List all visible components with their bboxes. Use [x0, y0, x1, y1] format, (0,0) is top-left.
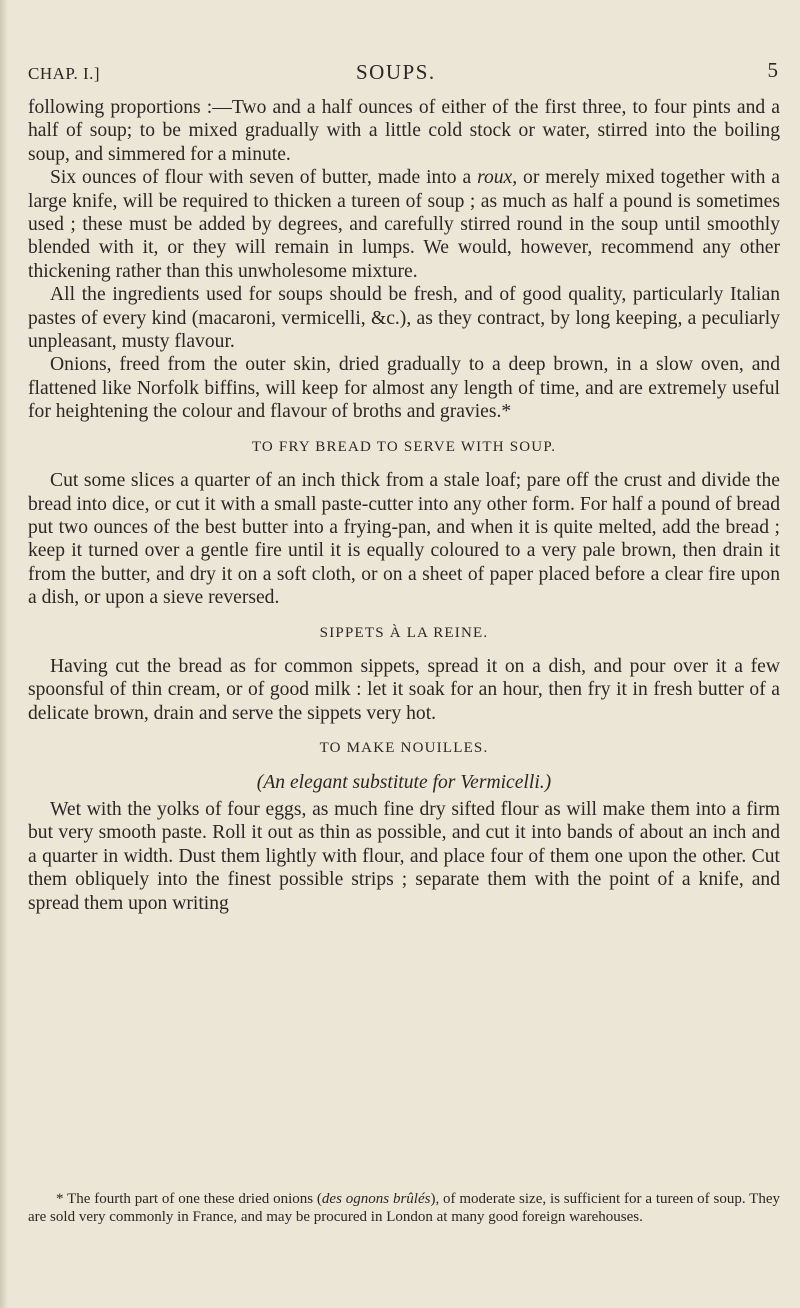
paragraph-fry-bread: Cut some slices a quarter of an inch thick from a stale loaf; pare off the crust and divide the bread into dice, or cut it with a small paste-cutter into any other form. For half a pound of bread put two ounces of the best butter into a frying-pan, and when it is quite melted, add the bread ; keep it turned over a gentle fire until it is equally coloured to a very pale brown, then drain it from the butter, and dry it on a soft cloth, or on a sheet of paper placed before a clear fire upon a dish, or upon a sieve reversed.	[28, 470, 780, 609]
heading-fry-bread: TO FRY BREAD TO SERVE WITH SOUP.	[251, 438, 557, 455]
footnote-italic: des ognons brûlés	[321, 1191, 431, 1207]
footnote-text-a: * The fourth part of one these dried onions (	[56, 1191, 322, 1207]
running-title: SOUPS.	[356, 60, 436, 84]
chapter-label: CHAP. I.]	[28, 64, 101, 83]
paragraph-proportions: following proportions :—Two and a half ounces of either of the first three, to four pints and a half of soup; to be mixed gradually with a little cold stock or water, stirred into the boiling soup, and simmered for a minute.	[28, 97, 780, 165]
paragraph-sippets: Having cut the bread as for common sippets, spread it on a dish, and pour over it a few spoonsful of thin cream, or of good milk : let it soak for an hour, then fry it in fresh butter of a delicate brown, drain and serve the sippets very hot.	[28, 655, 780, 724]
paragraph-nouilles: Wet with the yolks of four eggs, as much fine dry sifted flour as will make them into a firm but very smooth paste. Roll it out as thin as possible, and cut it into bands of about an inch and a quarter in width. Dust them lightly with flour, and place four of them one upon the other. Cut them obliquely into the finest possible strips ; separate them with the point of a knife, and spread them upon writing	[28, 798, 780, 914]
roux-text-a: Six ounces of flour with seven of butter, made into a	[50, 167, 478, 189]
page-header	[28, 56, 778, 86]
paragraph-roux	[28, 166, 780, 283]
subtitle-nouilles: (An elegant substitute for Vermicelli.)	[256, 771, 552, 793]
page-gutter	[0, 0, 8, 1308]
footnote	[28, 1191, 780, 1226]
paragraph-onions: Onions, freed from the outer skin, dried gradually to a deep brown, in a slow oven, and flattened like Norfolk biffins, will keep for almost any length of time, and are extremely useful for heightening the colour and flavour of broths and gravies.*	[28, 354, 780, 423]
body-text	[28, 96, 780, 915]
book-page	[22, 0, 782, 1308]
paragraph-ingredients: All the ingredients used for soups should be fresh, and of good quality, particularly Italian pastes of every kind (macaroni, vermicelli, &c.), as they contract, by long keeping, a peculiarly unpleasant, musty flavour.	[28, 284, 780, 353]
heading-sippets: SIPPETS À LA REINE.	[319, 624, 489, 641]
footnote-text-b: ), of moderate size, is sufficient for a tureen of soup. They are sold very commonly in France, and may be procured in London at many good foreign warehouses.	[28, 1191, 780, 1225]
heading-nouilles: TO MAKE NOUILLES.	[319, 740, 489, 757]
footnote-text	[28, 1191, 780, 1226]
roux-term: roux,	[477, 167, 518, 189]
roux-text-b: or merely mixed together with a large knife, will be required to thicken a tureen of soup ; as much as half a pound is sometimes used ; these must be added by degrees, and carefully stirred round in the soup until smoothly blended with it, or they will remain in lumps. We would, however, recommend any other thickening rather than this unwholesome mixture.	[28, 167, 780, 282]
page-number: 5	[767, 58, 778, 82]
